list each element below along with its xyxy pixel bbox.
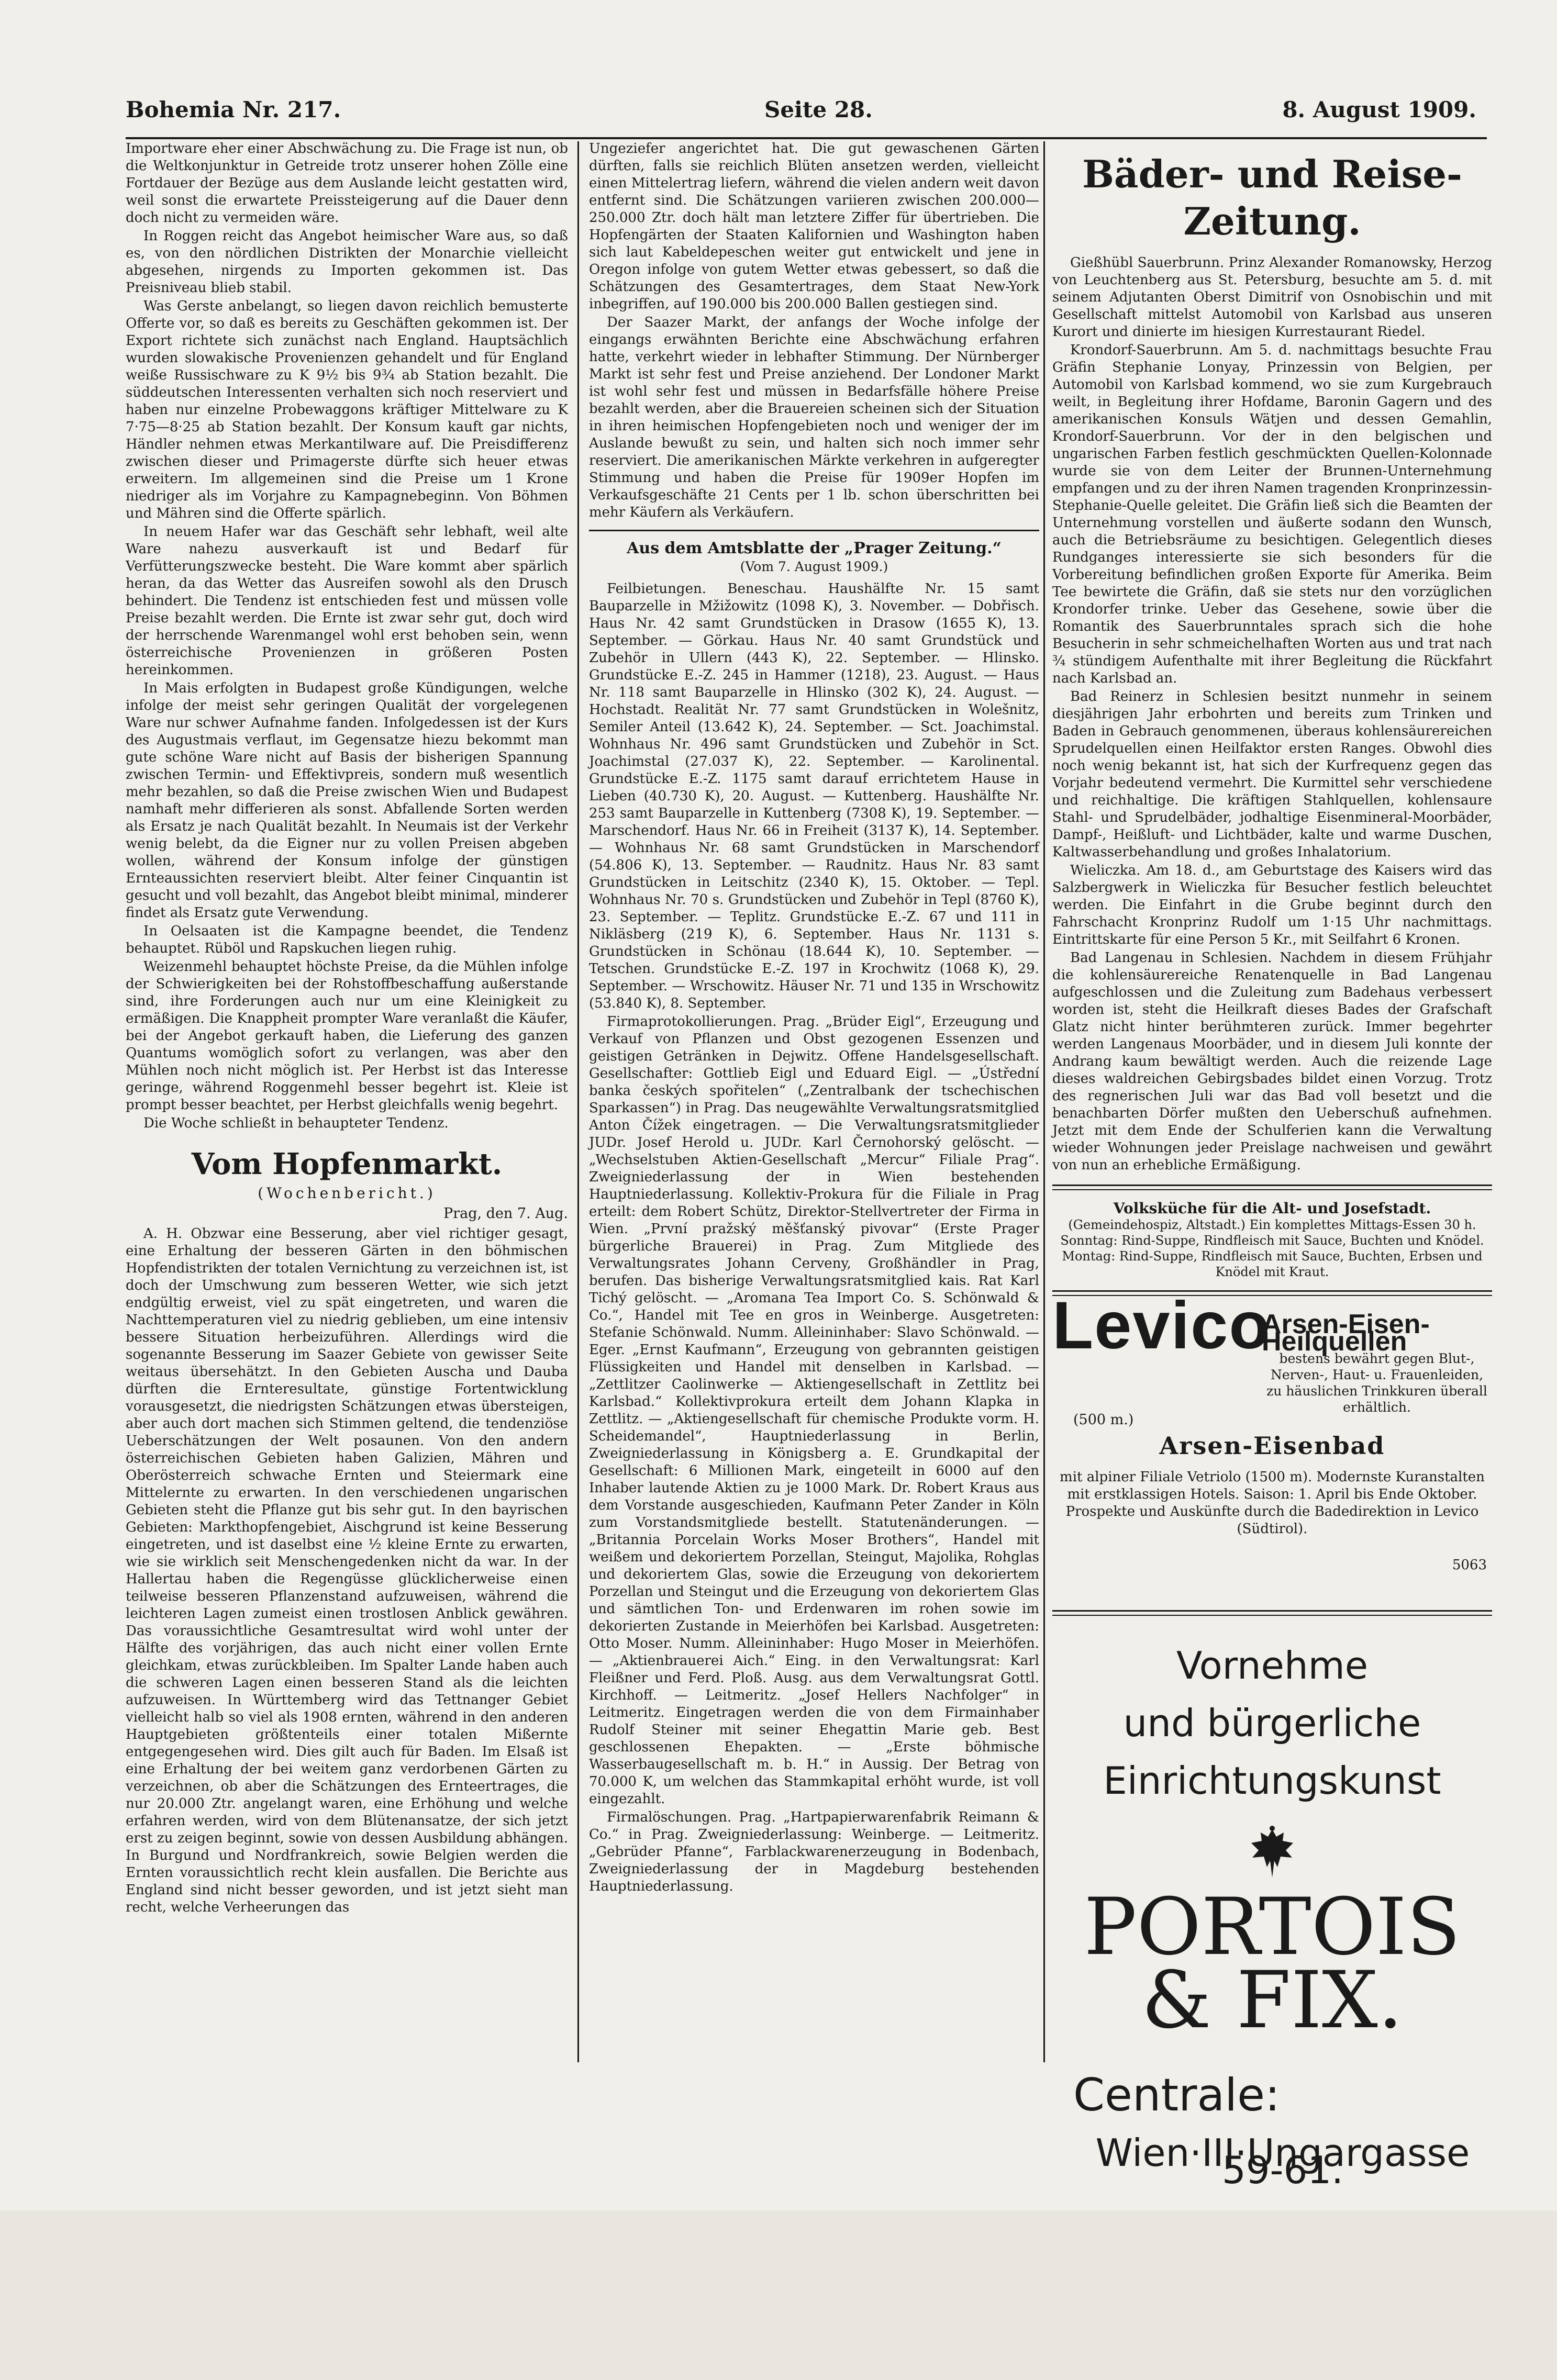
portois-fix-advertisement [1052,1626,1492,2380]
levico-logo: Levico [1052,1288,1271,1363]
hopfen-cont-para-2: Der Saazer Markt, der anfangs der Woche infolge der eingangs erwähnten Berichte eine Abschwächung erfahren hatte, verkehrt wieder in lebhafter Stimmung. Der Nürnberger Markt ist sehr fest und Preise anziehend. Der Londoner Markt ist wohl sehr fest und müssen in Bedarfsfälle höhere Preise bezahlt werden, aber die Brauereien scheinen sich der Situation in ihren heimischen Hopfengebieten noch und weniger der im Auslande bewußt zu sein, und halten sich noch immer sehr reserviert. Die amerikanischen Märkte verkehren in aufgeregter Stimmung und haben die Preise für 1909er Hopfen im Verkaufsgeschäfte 21 Cents per 1 lb. schon überschritten bei mehr Käufern als Verkäufern. [589,315,1039,520]
column-2 [589,140,1039,2087]
hopfen-dateline: Prag, den 7. Aug. [443,1205,568,1222]
hopfen-cont-para-1: Ungeziefer angerichtet hat. Die gut gewaschenen Gärten dürften, falls sie reichlich Blüten ansetzen werden, vielleicht einen Mittelertrag liefern, während die vielen andern weit davon entfernt sind. Die Schätzungen variieren zwischen 200.000—250.000 Ztr. doch hält man letztere Ziffer für übertrieben. Die Hopfengärten der Staaten Kalifornien und Washington haben sich laut Kabeldepeschen weiter gut entwickelt und jene in Oregon infolge von gutem Wetter etwas gebessert, so daß die Schätzungen des Gesamtertrages, dem Staat New-York inbegriffen, auf 190.000 bis 200.000 Ballen gestiegen sind. [589,141,1039,312]
grain-para-2: In Roggen reicht das Angebot heimischer Ware aus, so daß es, von den nördlichen Distrikten der Monarchie vielleicht abgesehen, nirgends zu Importen gekommen ist. Das Preisniveau blieb stabil. [126,228,568,296]
hopfen-para-1: A. H. Obzwar eine Besserung, aber viel richtiger gesagt, eine Erhaltung der besseren Gärten in den böhmischen Hopfendistrikten der totalen Vernichtung zu verzeichnen ist, ist doch der Umschwung zum besseren Wetter, wie sich jetzt endgültig erweist, viel zu spät eingetreten, und waren die Nachttemperaturen viel zu niedrig geblieben, um eine intensiv bessere Situation herbeizuführen. Allerdings wird die sogenannte Besserung im Saazer Gebiete von gewisser Seite weitaus übersehätzt. In den Gebieten Auscha und Dauba dürften die Ernteresultate, günstige Fortentwicklung vorausgesetzt, die niedrigsten Schätzungen etwas übersteigen, aber auch dort machen sich Stimmen geltend, die tendenziöse Ueberschätzungen der Welt posaunen. Von den andern österreichischen Gebieten haben Galizien, Mähren und Oberösterreich schwache Ernten und Steiermark eine Mittelernte zu erwarten. In den verschiedenen ungarischen Gebieten steht die Pflanze gut bis sehr gut. In den bayrischen Gebieten: Markthopfengebiet, Aischgrund ist keine Besserung eingetreten, und ist daselbst eine ½ kleine Ernte zu erwarten, wie sie wirklich seit Menschengedenken nicht da war. In der Hallertau haben die Regengüsse glücklicherweise einen teilweise besseren Pflanzenstand aufzuweisen, während die leichteren Lagen zumeist einen trostlosen Anblick gewähren. Das voraussichtliche Gesamtresultat wird wohl unter der Hälfte des vorjährigen, das auch nicht einer vollen Ernte gleichkam, etwas zurückbleiben. Im Spalter Lande haben auch die schweren Lagen einen besseren Stand als die leichten aufzuweisen. In Württemberg wird das Tettnanger Gebiet vielleicht halb so viel als 1908 ernten, während in den anderen Hauptgebieten größtenteils einer totalen Mißernte entgegengesehen wird. Dies gilt auch für Baden. Im Elsaß ist eine Erhaltung der bei weitem ganz verdorbenen Gärten zu verzeichnen, ob aber die Schätzungen des Ernteertrages, die nur 20.000 Ztr. angelangt waren, eine Erhöhung und welche erfahren werden, wird von dem Blütenansatze, der sich jetzt erst zu zeigen beginnt, sowie von dessen Ausbildung abhängen. In Burgund und Nordfrankreich, sowie Belgien werden die Ernten voraussichtlich recht klein ausfallen. Die Berichte aus England sind nicht besser geworden, und ist jetzt sieht man recht, welche Verheerungen das [126,1226,568,1915]
levico-description: bestens bewährt gegen Blut-, Nerven-, Haut- u. Frauenleiden, zu häuslichen Trinkkuren überall erhältlich. [1266,1351,1487,1415]
volkskueche-line-1: (Gemeindehospiz, Altstadt.) Ein komplettes Mittags-Essen 30 h. [1068,1217,1476,1232]
grain-para-4: In neuem Hafer war das Geschäft sehr lebhaft, weil alte Ware nahezu ausverkauft ist und Bedarf für Verfütterungszwecke besteht. Die Ware kommt aber spärlich heran, da das Wetter das Ausreifen sowohl als den Drusch behindert. Die Tendenz ist entschieden fest und müssen volle Preise bezahlt werden. Die Ernte ist zwar sehr gut, doch wird der herrschende Warenmangel wohl erst behoben sein, wenn österreichische Provenienzen in größeren Posten hereinkommen. [126,524,568,678]
grain-para-1: Importware eher einer Abschwächung zu. Die Frage ist nun, ob die Weltkonjunktur in Getreide trotz unserer hohen Zölle eine Fortdauer der Bezüge aus dem Auslande leicht gestatten wird, weil sonst die erwartete Preissteigerung auf die Dauer denn doch nicht zu vermeiden wäre. [126,141,568,226]
double-eagle-icon [1246,1825,1298,1883]
column-1 [126,140,568,2087]
ad-rule-3 [1052,1610,1492,1616]
grain-para-7: Weizenmehl behauptet höchste Preise, da die Mühlen infolge der Schwierigkeiten bei der Rohstoffbeschaffung außerstande sind, ihre Forderungen auch nur um eine Kleinigkeit zu ermäßigen. Die Knappheit prompter Ware veranlaßt die Käufer, bei der Angebot gerkauft haben, die Lieferung des ganzen Quantums womöglich sofort zu verlangen, was aber den Mühlen noch nicht möglich ist. Per Herbst ist das Interesse geringe, während Roggenmehl besser begehrt ist. Kleie ist prompt besser beachtet, per Herbst gleichfalls wenig begehrt. [126,959,568,1113]
amtsblatt-feilbietungen: Feilbietungen. Beneschau. Haushälfte Nr. 15 samt Bauparzelle in Mžižowitz (1098 K), 3. November. — Dobřisch. Haus Nr. 42 samt Grundstücken in Drasow (1655 K), 13. September. — Görkau. Haus Nr. 40 samt Grundstück und Zubehör in Ullern (443 K), 22. September. — Hlinsko. Grundstücke E.-Z. 245 in Hammer (1218), 23. August. — Haus Nr. 118 samt Bauparzelle in Hlinsko (302 K), 24. August. — Hochstadt. Realität Nr. 77 samt Grundstücken in Wolešnitz, Semiler Anteil (13.642 K), 24. September. — Sct. Joachimstal. Wohnhaus Nr. 496 samt Grundstücken und Zubehör in Sct. Joachimstal (27.037 K), 22. September. — Karolinental. Grundstücke E.-Z. 1175 samt darauf errichtetem Hause in Lieben (40.730 K), 20. August. — Kuttenberg. Haushälfte Nr. 253 samt Bauparzelle in Kuttenberg (7308 K), 19. September. — Marschendorf. Haus Nr. 66 in Freiheit (3137 K), 14. September. — Wohnhaus Nr. 68 samt Grundstücken in Marschendorf (54.806 K), 13. September. — Raudnitz. Haus Nr. 83 samt Grundstücken in Leitschitz (2340 K), 15. Oktober. — Tepl. Wohnhaus Nr. 70 s. Grundstücken und Zubehör in Tepl (8760 K), 23. September. — Teplitz. Grundstücke E.-Z. 67 und 111 in Nikläsberg (219 K), 6. September. Haus Nr. 1131 s. Grundstücken in Schönau (18.644 K), 10. September. — Tetschen. Grundstücke E.-Z. 197 in Krochwitz (1068 K), 29. September. — Wrschowitz. Häuser Nr. 71 und 135 in Wrschowitz (53.840 K), 8. September. [589,581,1039,1011]
baeder-para-giesshuebl: Gießhübl Sauerbrunn. Prinz Alexander Romanowsky, Herzog von Leuchtenberg aus St. Petersburg, besuchte am 5. d. mit seinem Adjutanten Oberst Dimitrif von Osnobischin und mit Gesellschaft mittelst Automobil von Karlsbad aus unseren Kurort und dinierte im hiesigen Kurrestaurant Riedel. [1052,255,1492,340]
column-divider-2 [1043,141,1045,2062]
page-header [126,92,1476,139]
portois-line-3: Einrichtungskunst [1103,1759,1441,1803]
levico-bath-name: Arsen-Eisenbad [1159,1432,1385,1460]
hopfen-title: Vom Hopfenmarkt. [191,1147,503,1181]
levico-details: mit alpiner Filiale Vetriolo (1500 m). Modernste Kuranstalten mit erstklassigen Hotels. Saison: 1. April bis Ende Oktober. Prospekte und Auskünfte durch die Badedirektion in Levico (Südtirol). [1060,1469,1485,1537]
volkskueche-line-3: Montag: Rind-Suppe, Rindfleisch mit Sauce, Buchten, Erbsen und Knödel mit Kraut. [1062,1249,1483,1279]
levico-headline: Arsen-Eisen-Heilquellen [1262,1309,1430,1357]
amtsblatt-subtitle: (Vom 7. August 1909.) [740,559,888,574]
grain-para-5: In Mais erfolgten in Budapest große Kündigungen, welche infolge der meist sehr geringen Qualität der vorgelegenen Ware nur schwer Aufnahme fanden. Infolgedessen ist der Kurs des Augustmais verflaut, im Gegensatze hiezu bekommt man gute schöne Ware nicht auf Basis der bisherigen Spannung zwischen Termin- und Effektivpreis, sondern muß wesentlich mehr bezahlen, so daß die Preise zwischen Wien und Budapest namhaft mehr differieren als sonst. Abfallende Sorten werden als Ersatz je nach Qualität bezahlt. In Neumais ist der Verkehr wenig belebt, da die Eigner nur zu vollen Preisen abgeben wollen, während der Konsum infolge der günstigen Ernteaussichten reserviert bleibt. Alter feiner Cinquantin ist gesucht und voll bezahlt, das Angebot bleibt minimal, minderer findet als Ersatz gute Verwendung. [126,680,568,921]
portois-line-1: Vornehme [1176,1644,1369,1688]
header-page-number: Seite 28. [764,97,873,122]
ad-rule-1 [1052,1185,1492,1190]
header-rule [126,137,1487,139]
fix-logo: & FIX. [1141,1955,1403,2046]
hopfen-subtitle: (Wochenbericht.) [258,1185,436,1202]
baeder-para-krondorf: Krondorf-Sauerbrunn. Am 5. d. nachmittags besuchte Frau Gräfin Stephanie Lonyay, Prinzessin von Belgien, per Automobil von Karlsbad kommend, wo sie zum Kurgebrauch weilt, in Begleitung ihrer Hofdame, Baronin Gagern und des amerikanischen Konsuls Wätjen und dessen Gemahlin, Krondorf-Sauerbrunn. Vor der in den belgischen und ungarischen Farben festlich geschmückten Quellen-Kolonnade wurde sie von dem Leiter der Brunnen-Unternehmung empfangen und zu der ihren Namen tragenden Kronprinzessin-Stephanie-Quelle geleitet. Die Gräfin ließ sich die Beamten der Unternehmung vorstellen und äußerte sodann den Wunsch, auch die Betriebsräume zu besichtigen. Gelegentlich dieses Rundganges interessierte sie sich besonders für die Vorbereitung befindlichen großen Exporte für Amerika. Beim Tee bewirtete die Gräfin, daß sie stets nur den vorzüglichen Krondorfer trinke. Ueber das Gesehene, sowie über die Romantik des Sauerbrunntales sprach sich die hohe Besucherin in sehr schmeichelhaften Worten aus und trat nach ¾ stündigem Aufenthalte mit ihrer Begleitung die Rückfahrt nach Karlsbad an. [1052,342,1492,686]
grain-para-3: Was Gerste anbelangt, so liegen davon reichlich bemusterte Offerte vor, so daß es bereits zu Geschäften gekommen ist. Der Export richtete sich zunächst nach England. Hauptsächlich wurden slowakische Provenienzen gehandelt und für England weiße Russischware zu K 9½ bis 9¾ ab Station bezahlt. Die süddeutschen Interessenten verhalten sich noch reserviert und haben nur einzelne Probewaggons kräftiger Mittelware zu K 7·75—8·25 ab Station bezahlt. Der Konsum kauft gar nichts, Händler nehmen etwas Merkantilware auf. Die Preisdifferenz zwischen dieser und Primagerste dürfte sich heuer etwas erweitern. Im allgemeinen sind die Preise um 1 Krone niedriger als im Vorjahre zu Kampagnebeginn. Von Böhmen und Mähren sind die Offerte spärlich. [126,298,568,521]
header-issue: Bohemia Nr. 217. [126,97,341,122]
column-divider-1 [577,141,579,2062]
section-rule [589,530,1039,531]
volkskueche-line-2: Sonntag: Rind-Suppe, Rindfleisch mit Sauce, Buchten und Knödel. [1060,1233,1484,1248]
grain-para-6: In Oelsaaten ist die Kampagne beendet, die Tendenz behauptet. Rüböl und Rapskuchen liegen ruhig. [126,923,568,956]
baeder-para-wieliczka: Wieliczka. Am 18. d., am Geburtstage des Kaisers wird das Salzbergwerk in Wieliczka für Besucher festlich beleuchtet werden. Die Einfahrt in die Grube beginnt durch den Fahrschacht Kronprinz Rudolf um 1·15 Uhr nachmittags. Eintrittskarte für eine Person 5 Kr., mit Seilfahrt 6 Kronen. [1052,863,1492,947]
levico-altitude: (500 m.) [1073,1412,1134,1428]
volkskueche-title: Volksküche für die Alt- und Josefstadt. [1113,1200,1431,1217]
amtsblatt-title: Aus dem Amtsblatte der „Prager Zeitung.“ [627,539,1002,557]
amtsblatt-firmaloeschungen: Firmalöschungen. Prag. „Hartpapierwarenfabrik Reimann & Co.“ in Prag. Zweigniederlassung: Weinberge. — Leitmeritz. „Gebrüder Pfanne“, Farblackwarenerzeugung in Bodenbach, Zweigniederlassung der in Magdeburg bestehenden Hauptniederlassung. [589,1809,1039,1894]
column-3 [1052,140,1492,2192]
baeder-para-reinerz: Bad Reinerz in Schlesien besitzt nunmehr in seinem diesjährigen Jahr erbohrten und bereits zum Trinken und Baden in Gebrauch genommenen, überaus kohlensäurereichen Sprudelquellen einen Heilfaktor ersten Ranges. Obwohl dies noch wenig bekannt ist, hat sich der Kurfrequenz gegen das Vorjahr bedeutend vermehrt. Die Kurmittel sehr verschiedene und reichhaltige. Die kräftigen Stahlquellen, kohlensaure Stahl- und Sprudelbäder, jodhaltige Eisenmineral-Moorbäder, Dampf-, Heißluft- und Lichtbäder, kalte und warme Duschen, Kaltwasserbehandlung und großes Inhalatorium. [1052,689,1492,860]
baeder-title: Bäder- und Reise-Zeitung. [1082,152,1462,243]
amtsblatt-firmaprotokollierungen: Firmaprotokollierungen. Prag. „Brüder Eigl“, Erzeugung und Verkauf von Pflanzen und Obst gezogenen Essenzen und geistigen Getränken in Dejwitz. Offene Handelsgesellschaft. Gesellschafter: Gottlieb Eigl und Eduard Eigl. — „Ústřední banka českých spořitelen“ („Zentralbank der tschechischen Sparkassen“) in Prag. Das neugewählte Verwaltungsratsmitglied Anton Čížek eingetragen. — Die Verwaltungsratsmitglieder JUDr. Josef Herold u. JUDr. Karl Černohorský gelöscht. — „Wechselstuben Aktien-Gesellschaft „Mercur“ Filiale Prag“. Zweigniederlassung der in Wien bestehenden Hauptniederlassung. Kollektiv-Prokura für die Filiale in Prag erteilt: dem Robert Schütz, Direktor-Stellvertreter der Firma in Wien. „První pražský měšťanský pivovar“ (Erste Prager bürgerliche Brauerei) in Prag. Zum Mitgliede des Verwaltungsrates Johann Cerveny, Großhändler in Prag, berufen. Das bisherige Verwaltungsratsmitglied kais. Rat Karl Tichý gelöscht. — „Aromana Tea Import Co. S. Schönwald & Co.“, Handel mit Tee en gros in Weinberge. Ausgetreten: Stefanie Schönwald. Numm. Alleininhaber: Slavo Schönwald. — Eger. „Ernst Kaufmann“, Erzeugung von gebrannten geistigen Flüssigkeiten und Handel mit denselben in Karlsbad. — „Zettlitzer Caolinwerke — Aktiengesellschaft in Zettlitz bei Karlsbad.“ Kollektivprokura erteilt dem Johann Klapka in Zettlitz. — „Aktiengesellschaft für chemische Produkte vorm. H. Scheidemandel“, Hauptniederlassung in Berlin, Zweigniederlassung in Königsberg a. E. Grundkapital der Gesellschaft: 6 Millionen Mark, eingeteilt in 6000 auf den Inhaber lautende Aktien zu je 1000 Mark. Dr. Robert Kraus aus dem Vorstande ausgeschieden, Kaufmann Peter Zander in Köln zum Vorstandsmitgliede bestellt. Statutenänderungen. — „Britannia Porcelain Works Moser Brothers“, Handel mit weißem und dekoriertem Porzellan, Steingut, Majolika, Rohglas und dekoriertem Glas, sowie die Erzeugung von dekoriertem Porzellan und Steingut und die Erzeugung von dekoriertem Glas und sämtlichen Ton- und Erdenwaren im rohen sowie im dekorierten Zustande in Meierhöfen bei Karlsbad. Ausgetreten: Otto Moser. Numm. Alleininhaber: Hugo Moser in Meierhöfen. — „Aktienbrauerei Aich.“ Eing. in den Verwaltungsrat: Karl Fleißner und Ferd. Ploß. Ausg. aus dem Verwaltungsrat Gottl. Kirchhoff. — Leitmeritz. „Josef Hellers Nachfolger“ in Leitmeritz. Eingetragen werden die von dem Firmainhaber Rudolf Steiner mit seiner Ehegattin Marie geb. Best geschlossenen Ehepakten. — „Erste böhmische Wasserbaugesellschaft m. b. H.“ in Aussig. Der Betrag von 70.000 K, um welchen das Stammkapital erhöht wurde, ist voll eingezahlt. [589,1014,1039,1807]
portois-centrale-label: Centrale: [1073,2069,1281,2121]
volkskueche-notice [1052,1201,1492,1280]
header-date: 8. August 1909. [1282,97,1476,122]
levico-ad-code: 5063 [1452,1557,1487,1573]
grain-para-8: Die Woche schließt in behaupteter Tendenz. [143,1115,449,1131]
baeder-para-langenau: Bad Langenau in Schlesien. Nachdem in diesem Frühjahr die kohlensäurereiche Renatenquelle in Bad Langenau aufgeschlossen und die Zuleitung zum Badehaus verbessert worden ist, steht die Heilkraft dieses Bades der Grafschaft Glatz nicht hinter berühmteren zurück. Immer begehrter werden Langenaus Moorbäder, und in diesem Juli konnte der Andrang kaum bewältigt werden. Auch die reizende Lage dieses waldreichen Gebirgsbades bildet einen Vorzug. Trotz des regnerischen Juli war das Bad voll besetzt und die benachbarten Dörfer mußten den Ueberschuß aufnehmen. Jetzt mit dem Ende der Schulferien kann die Verwaltung wieder Wohnungen jeder Preislage nachweisen und gewährt von nun an erhebliche Ermäßigung. [1052,950,1492,1173]
portois-logo: PORTOIS [1084,1882,1461,1973]
portois-line-2: und bürgerliche [1123,1701,1421,1745]
portois-address: Wien·III·Ungargasse 59-61. [1095,2131,1470,2192]
levico-advertisement [1052,1288,1492,1600]
